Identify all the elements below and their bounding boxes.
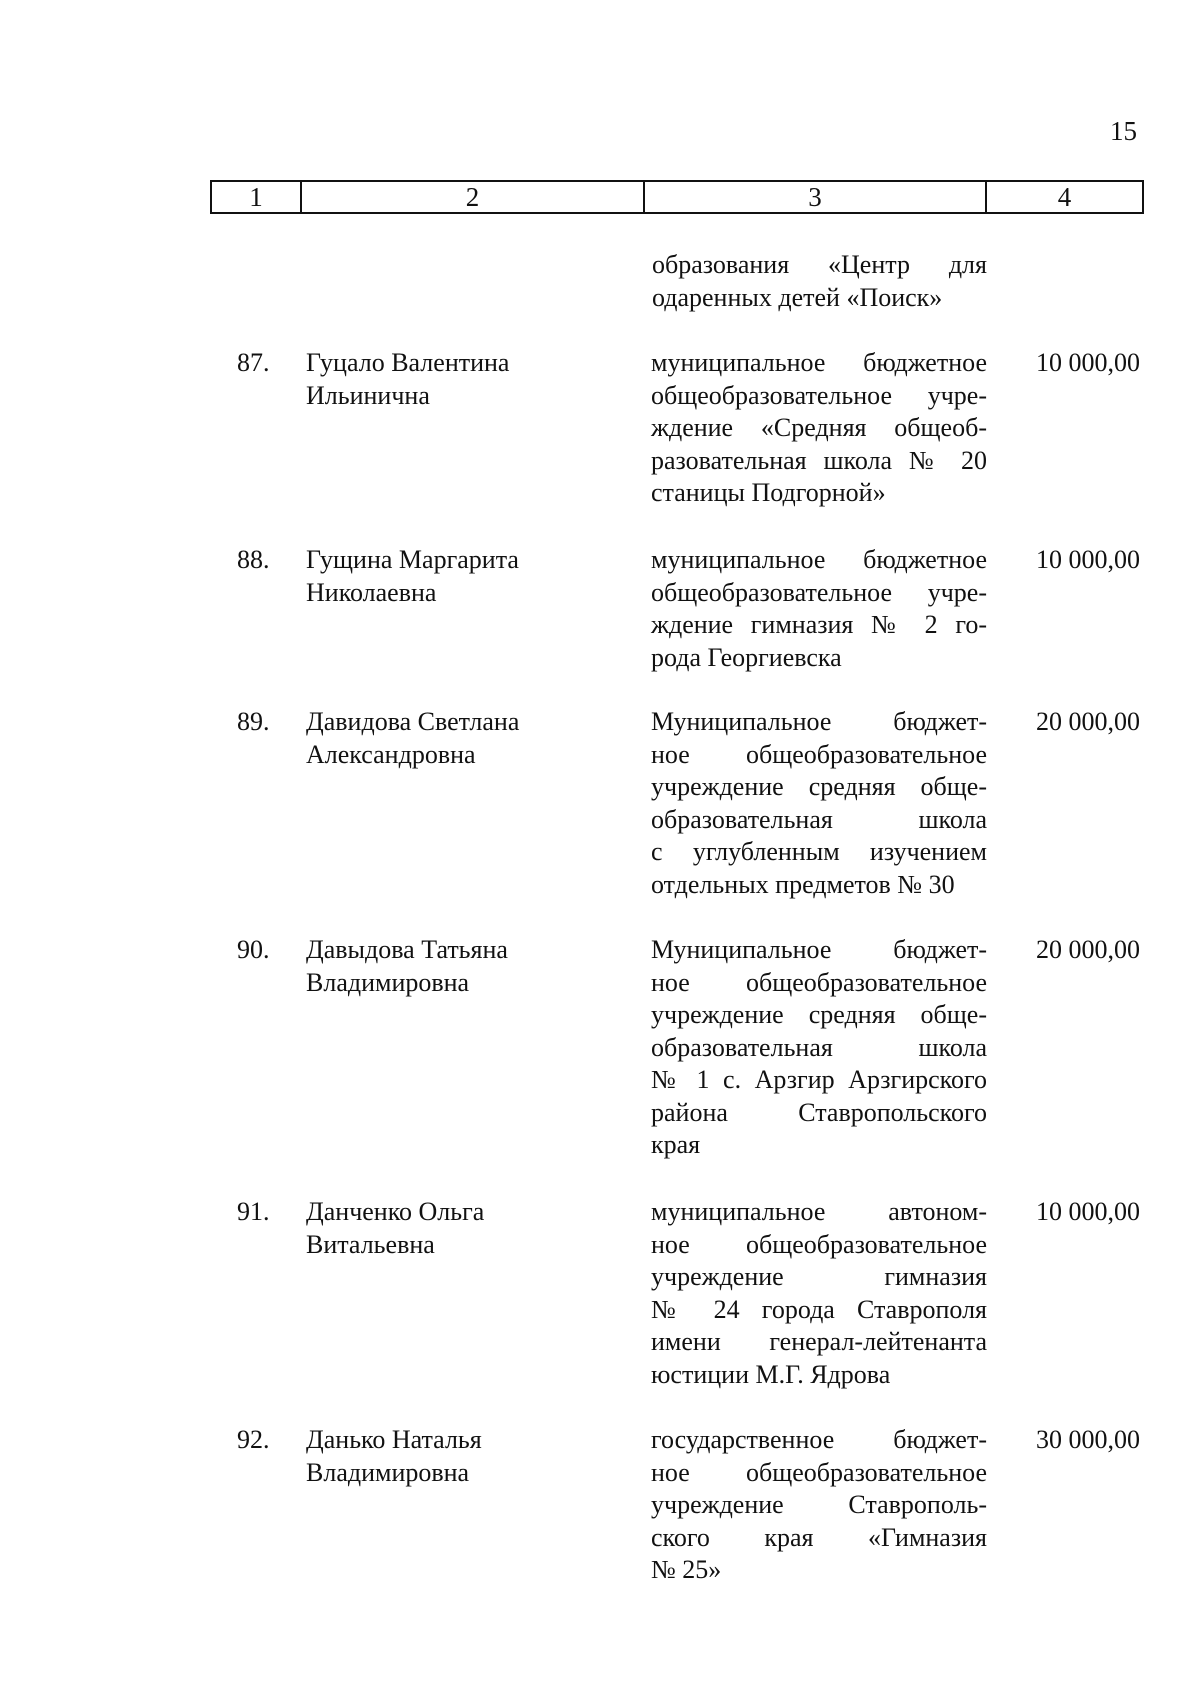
- name-line: Владимировна: [306, 1457, 470, 1487]
- name-line: Давыдова Татьяна: [306, 935, 508, 964]
- name-line: Ильинична: [306, 380, 430, 410]
- institution-line: отдельных предметов № 30: [651, 869, 955, 899]
- institution-line: № 1 с. Арзгир Арзгирского: [651, 1065, 987, 1094]
- institution-line: № 25»: [651, 1555, 722, 1584]
- institution-line: учреждение Ставрополь-: [651, 1490, 987, 1519]
- header-col-3: 3: [645, 182, 987, 212]
- name-line: Гуцало Валентина: [306, 348, 510, 377]
- institution: [651, 934, 987, 1162]
- institution-line: района Ставропольского: [651, 1097, 987, 1127]
- continued-line: образования «Центр для: [652, 250, 987, 279]
- name-line: Витальевна: [306, 1229, 435, 1259]
- institution-line: ное общеобразовательное: [651, 1229, 987, 1259]
- institution-line: учреждение средняя обще-: [651, 772, 987, 801]
- institution-line: с углубленным изучением: [651, 837, 987, 866]
- institution-line: муниципальное бюджетное: [651, 348, 987, 377]
- institution-line: ского края «Гимназия: [651, 1522, 987, 1552]
- amount: 10 000,00: [1036, 545, 1140, 574]
- institution-line: ное общеобразовательное: [651, 1457, 987, 1487]
- continued-line: одаренных детей «Поиск»: [652, 282, 943, 312]
- institution: [651, 544, 987, 674]
- institution-line: образовательная школа: [651, 1032, 987, 1062]
- institution-line: учреждение гимназия: [651, 1262, 987, 1291]
- institution-line: рода Георгиевска: [651, 642, 842, 672]
- header-col-1: 1: [212, 182, 302, 212]
- amount: 20 000,00: [1036, 707, 1140, 736]
- amount: 10 000,00: [1036, 1197, 1140, 1226]
- page-number: 15: [1110, 116, 1137, 146]
- person-name: [306, 544, 626, 609]
- institution-line: учреждение средняя обще-: [651, 1000, 987, 1029]
- institution-line: ждение «Средняя общеоб-: [651, 413, 987, 442]
- institution-line: юстиции М.Г. Ядрова: [651, 1359, 891, 1389]
- institution-line: государственное бюджет-: [651, 1425, 987, 1454]
- institution-line: общеобразовательное учре-: [651, 380, 987, 410]
- institution-line: муниципальное автоном-: [651, 1197, 987, 1226]
- institution-line: Муниципальное бюджет-: [651, 935, 987, 964]
- institution-line: имени генерал-лейтенанта: [651, 1327, 987, 1356]
- institution-line: ждение гимназия № 2 го-: [651, 610, 987, 639]
- institution-line: станицы Подгорной»: [651, 478, 886, 507]
- name-line: Данченко Ольга: [306, 1197, 485, 1226]
- header-col-2: 2: [302, 182, 645, 212]
- institution-line: разовательная школа № 20: [651, 445, 987, 475]
- row-number: 88.: [237, 545, 270, 574]
- institution-line: муниципальное бюджетное: [651, 545, 987, 574]
- continued-institution: [652, 249, 987, 314]
- name-line: Владимировна: [306, 967, 470, 997]
- institution: [651, 1196, 987, 1391]
- name-line: Александровна: [306, 739, 476, 769]
- name-line: Данько Наталья: [306, 1425, 482, 1454]
- person-name: [306, 347, 626, 412]
- institution: [651, 706, 987, 901]
- row-number: 90.: [237, 935, 270, 964]
- institution-line: Муниципальное бюджет-: [651, 707, 987, 736]
- name-line: Давидова Светлана: [306, 707, 520, 736]
- person-name: [306, 1196, 626, 1261]
- row-number: 92.: [237, 1425, 270, 1454]
- table-header: [210, 180, 1144, 214]
- amount: 20 000,00: [1036, 935, 1140, 964]
- institution-line: края: [651, 1130, 701, 1159]
- row-number: 91.: [237, 1197, 270, 1226]
- institution: [651, 347, 987, 510]
- header-col-4: 4: [1057, 182, 1072, 212]
- row-number: 89.: [237, 707, 270, 736]
- person-name: [306, 1424, 626, 1489]
- name-line: Николаевна: [306, 577, 437, 607]
- institution-line: общеобразовательное учре-: [651, 577, 987, 607]
- institution: [651, 1424, 987, 1587]
- institution-line: № 24 города Ставрополя: [651, 1294, 987, 1324]
- amount: 10 000,00: [1036, 348, 1140, 377]
- amount: 30 000,00: [1036, 1425, 1140, 1454]
- row-number: 87.: [237, 348, 270, 377]
- name-line: Гущина Маргарита: [306, 545, 519, 574]
- institution-line: ное общеобразовательное: [651, 739, 987, 769]
- person-name: [306, 706, 626, 771]
- person-name: [306, 934, 626, 999]
- institution-line: образовательная школа: [651, 804, 987, 834]
- institution-line: ное общеобразовательное: [651, 967, 987, 997]
